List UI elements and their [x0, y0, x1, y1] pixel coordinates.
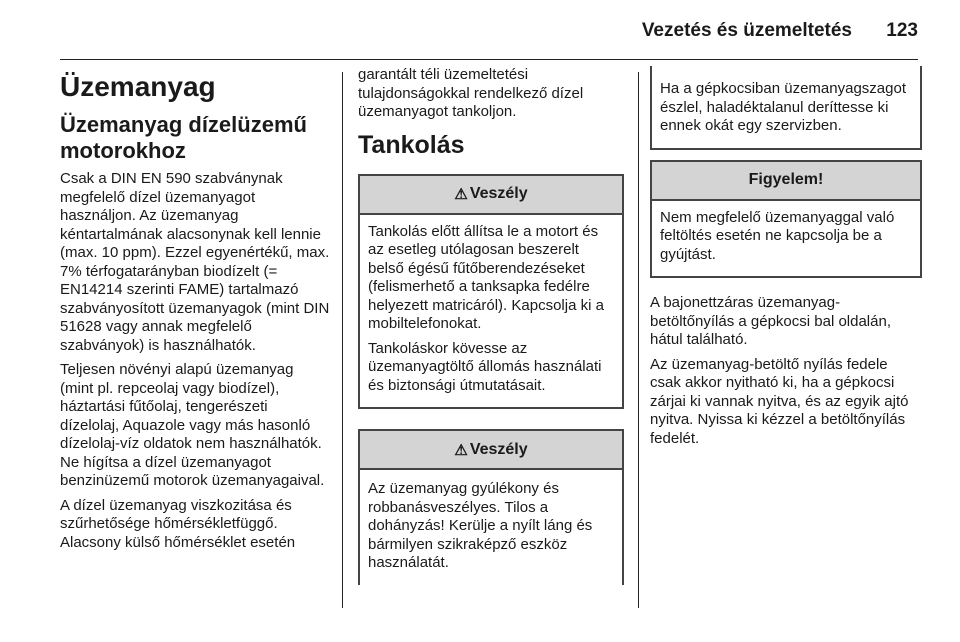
- section-title: Üzemanyag: [60, 71, 216, 102]
- header-title: Vezetés és üzemeltetés: [641, 20, 852, 41]
- paragraph: A bajonettzáras üzemanyag-betöltőnyílás a gépkocsi bal oldalán, hátul található.: [650, 294, 891, 348]
- paragraph: Az üzemanyag-betöltő nyílás fedele csak akkor nyitható ki, ha a gépkocsi zárjai ki vannak nyitva, és az egyik ajtó nyitva. Nyissa ki kézzel a betöltőnyílás fedelét.: [650, 355, 909, 447]
- paragraph: Nem megfelelő üzemanyaggal való feltöltés esetén ne kapcsolja be a gyújtást.: [660, 208, 895, 263]
- danger-box-title: Veszély: [469, 440, 528, 458]
- paragraph: A dízel üzemanyag viszkozitása és szűrhetősége hőmérsékletfüggő. Alacsony külső hőmérséklet esetén: [60, 496, 296, 551]
- subsection-title: Üzemanyag dízelüzemű motorokhoz: [60, 112, 307, 163]
- danger-box-header: [360, 176, 622, 215]
- paragraph: Tankoláskor kövesse az üzemanyagtöltő állomás használati és biztonsági útmutatásait.: [368, 339, 602, 394]
- danger-box: [358, 429, 624, 585]
- danger-box-header: [360, 431, 622, 470]
- column-divider: [638, 72, 639, 608]
- danger-box-body: [360, 470, 622, 585]
- paragraph: Csak a DIN EN 590 szabványnak megfelelő dízel üzemanyagot használjon. Az üzemanyag kéntartalmának alacsonynak kell lennie (max. 10 ppm). Ezzel egyenértékű, max. 7% térfogatarányban biodízelt (= EN14214 szerinti FAME) tartalmazó szabványosított üzemanyagok (mint DIN 51628 vagy annak megfelelő szabványok) is használhatók.: [60, 170, 330, 354]
- paragraph: Az üzemanyag gyúlékony és robbanásveszélyes. Tilos a dohányzás! Kerülje a nyílt láng és bármilyen szikraképző eszköz használatát.: [368, 480, 593, 571]
- notice-box: [650, 160, 922, 279]
- paragraph: Teljesen növényi alapú üzemanyag (mint pl. repceolaj vagy biodízel), háztartási fűtőolaj, tengerészeti dízelolaj, Aquazole vagy más hasonló dízelolaj-víz oldatok nem használhatók. Ne hígítsa a dízel üzemanyagot benzinüzemű motorok üzemanyagaival.: [60, 361, 325, 489]
- notice-box-body: [652, 201, 920, 277]
- page-header: [60, 16, 918, 56]
- page-number: 123: [886, 20, 918, 41]
- danger-box-title: Veszély: [469, 185, 528, 202]
- paragraph: Tankolás előtt állítsa le a motort és az esetleg utólagosan beszerelt belső égésű fűtőberendezéseket (felismerhető a tanksapka fedélre helyezett matricáról). Kapcsolja ki a mobiltelefonokat.: [368, 222, 604, 332]
- section-title: Tankolás: [358, 130, 465, 159]
- warning-icon: ⚠: [454, 441, 468, 459]
- column-1: [60, 66, 330, 558]
- warning-icon: ⚠: [454, 186, 468, 203]
- column-3: [650, 66, 922, 454]
- column-divider: [342, 72, 343, 608]
- paragraph: Ha a gépkocsiban üzemanyagszagot észlel, haladéktalanul deríttesse ki ennek okát egy szervizben.: [660, 80, 906, 134]
- notice-box-header: Figyelem!: [652, 162, 920, 201]
- danger-box-body: [360, 215, 622, 408]
- paragraph: garantált téli üzemeltetési tulajdonságokkal rendelkező dízel üzemanyagot tankoljon.: [358, 66, 584, 120]
- column-2: [358, 66, 624, 585]
- header-divider: [60, 59, 918, 60]
- danger-box-body: [652, 66, 920, 148]
- danger-box: [358, 174, 624, 410]
- danger-box-continued: [650, 66, 922, 150]
